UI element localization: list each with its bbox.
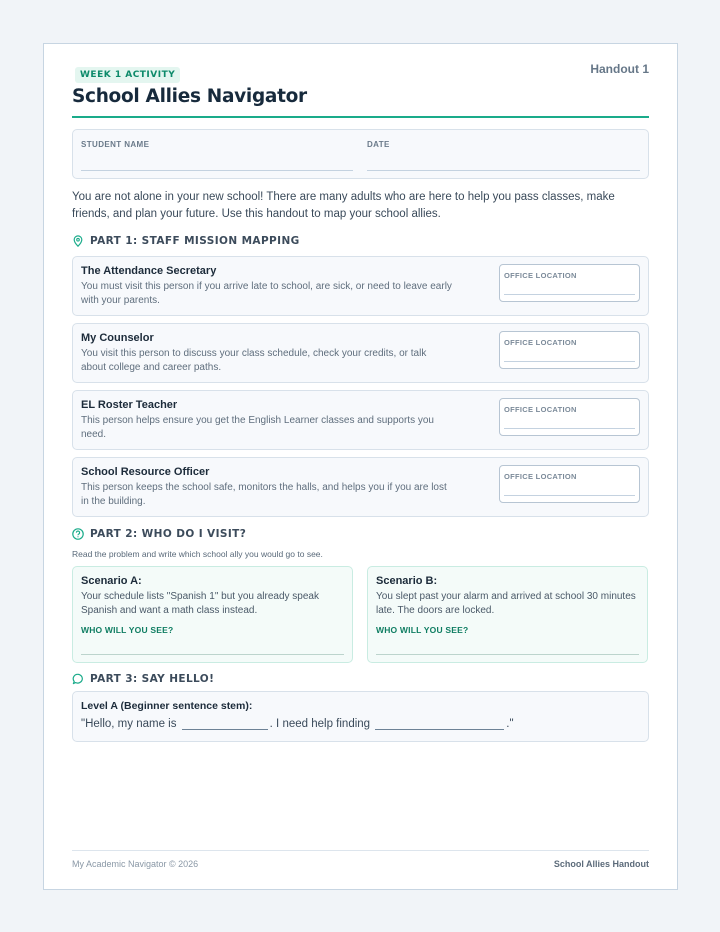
student-name-label: STUDENT NAME xyxy=(81,140,150,149)
part3-heading xyxy=(72,673,214,685)
office-location-label: OFFICE LOCATION xyxy=(504,338,577,347)
staff-name: My Counselor xyxy=(81,332,154,344)
staff-name: School Resource Officer xyxy=(81,466,210,478)
question-circle-icon xyxy=(72,528,84,540)
scenario-card xyxy=(367,566,648,663)
handout-number: Handout 1 xyxy=(590,62,649,76)
office-location-line xyxy=(504,428,635,429)
office-location-label: OFFICE LOCATION xyxy=(504,472,577,481)
scenario-title: Scenario B: xyxy=(376,575,438,587)
stem-text: . I need help finding xyxy=(269,718,374,730)
office-location-line xyxy=(504,361,635,362)
level-title: Level A (Beginner sentence stem): xyxy=(81,700,253,712)
staff-description: This person helps ensure you get the English Learner classes and supports you need. xyxy=(81,415,434,440)
scenario-description: Your schedule lists "Spanish 1" but you already speak Spanish and want a math class instead. xyxy=(81,591,319,616)
title-divider xyxy=(72,116,649,118)
footer-title: School Allies Handout xyxy=(553,859,649,869)
map-pin-icon xyxy=(72,235,84,247)
scenario-title: Scenario A: xyxy=(81,575,142,587)
staff-card xyxy=(72,256,649,316)
staff-name: The Attendance Secretary xyxy=(81,265,217,277)
part3-heading-text: PART 3: SAY HELLO! xyxy=(90,673,215,685)
student-info-box xyxy=(72,129,649,179)
answer-line[interactable] xyxy=(376,654,639,655)
part2-instructions: Read the problem and write which school ally you would go to see. xyxy=(72,549,323,559)
who-will-you-see-label: WHO WILL YOU SEE? xyxy=(81,625,174,635)
office-location-field[interactable] xyxy=(499,264,640,302)
footer-copyright: My Academic Navigator © 2026 xyxy=(72,859,199,869)
part1-heading-text: PART 1: STAFF MISSION MAPPING xyxy=(90,235,300,247)
staff-description: You must visit this person if you arrive late to school, are sick, or need to leave early with your parents. xyxy=(81,281,452,306)
answer-line[interactable] xyxy=(81,654,344,655)
finding-blank[interactable] xyxy=(375,718,504,730)
intro-text: You are not alone in your new school! There are many adults who are here to help you pass classes, make friends, and plan your future. Use this handout to map your school allies. xyxy=(72,191,615,220)
staff-card xyxy=(72,323,649,383)
student-name-line xyxy=(81,170,353,171)
who-will-you-see-label: WHO WILL YOU SEE? xyxy=(376,625,469,635)
stem-text: ." xyxy=(506,718,514,730)
office-location-line xyxy=(504,495,635,496)
office-location-field[interactable] xyxy=(499,331,640,369)
staff-description: You visit this person to discuss your class schedule, check your credits, or talk about college and career paths. xyxy=(81,348,427,373)
staff-card xyxy=(72,457,649,517)
scenario-card xyxy=(72,566,353,663)
sentence-stem xyxy=(81,718,514,730)
scenario-description: You slept past your alarm and arrived at school 30 minutes late. The doors are locked. xyxy=(376,591,636,616)
office-location-field[interactable] xyxy=(499,465,640,503)
part1-heading xyxy=(72,235,300,247)
name-blank[interactable] xyxy=(182,718,268,730)
speech-bubble-icon xyxy=(72,673,84,685)
staff-card xyxy=(72,390,649,450)
week-badge: WEEK 1 ACTIVITY xyxy=(75,67,180,83)
staff-name: EL Roster Teacher xyxy=(81,399,178,411)
office-location-label: OFFICE LOCATION xyxy=(504,271,577,280)
office-location-field[interactable] xyxy=(499,398,640,436)
office-location-label: OFFICE LOCATION xyxy=(504,405,577,414)
date-label: DATE xyxy=(367,140,390,149)
date-line xyxy=(367,170,640,171)
sentence-stem-box xyxy=(72,691,649,742)
part2-heading xyxy=(72,528,246,540)
part2-heading-text: PART 2: WHO DO I VISIT? xyxy=(90,528,247,540)
page-title: School Allies Navigator xyxy=(72,86,307,107)
footer-divider xyxy=(72,850,649,851)
office-location-line xyxy=(504,294,635,295)
handout-sheet xyxy=(43,43,678,890)
staff-description: This person keeps the school safe, monitors the halls, and helps you if you are lost in the building. xyxy=(81,482,447,507)
stem-text: "Hello, my name is xyxy=(81,718,180,730)
